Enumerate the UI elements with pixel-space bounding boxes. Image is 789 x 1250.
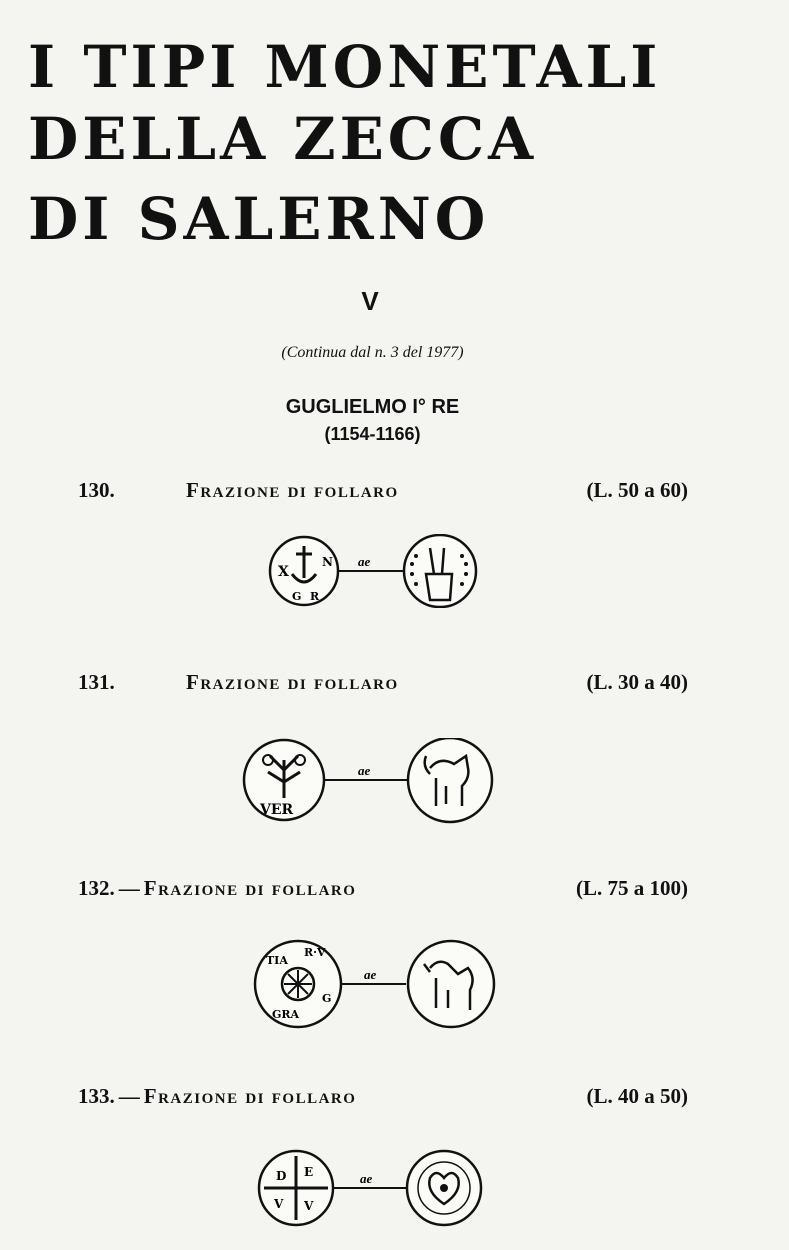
entry-price: (L. 75 a 100): [576, 876, 688, 900]
svg-text:X: X: [278, 564, 289, 580]
connector-label: ae: [358, 763, 371, 778]
coin-reverse: [404, 535, 476, 607]
coin-illustration-132: [252, 938, 498, 1030]
entry-number: 130.: [78, 478, 115, 502]
entry-name: Frazione di follaro: [143, 1084, 357, 1108]
ruler-dates: (1154-1166): [324, 424, 421, 444]
svg-text:GRA: GRA: [272, 1008, 300, 1021]
title-line-1: I TIPI MONETALI: [28, 33, 662, 101]
svg-text:E: E: [304, 1165, 314, 1179]
entry-separator: —: [118, 876, 140, 900]
svg-text:V: V: [304, 1199, 314, 1213]
title-line-2: DELLA ZECCA: [28, 105, 538, 173]
entry-133: [78, 1084, 688, 1109]
ruler-name: GUGLIELMO I° RE: [285, 396, 460, 418]
entry-132: [78, 876, 688, 901]
svg-text:R: R: [310, 590, 320, 603]
connector-label: ae: [358, 554, 371, 569]
entry-price: (L. 50 a 60): [586, 478, 688, 502]
entry-price: (L. 30 a 40): [586, 670, 688, 694]
entry-number: 133.: [78, 1084, 115, 1108]
entry-131: [78, 670, 688, 695]
continuation-note: (Continua dal n. 3 del 1977): [281, 344, 464, 361]
svg-text:V: V: [274, 1197, 284, 1211]
connector-label: ae: [360, 1171, 373, 1186]
connector-label: ae: [364, 967, 377, 982]
part-number: V: [361, 286, 379, 316]
svg-text:G: G: [292, 590, 302, 603]
entry-number: 132.: [78, 876, 115, 900]
coin-illustration-131: [240, 738, 498, 824]
svg-text:TIA: TIA: [266, 954, 288, 967]
entry-130: [78, 478, 688, 503]
entry-separator: —: [118, 1084, 140, 1108]
entry-name: Frazione di follaro: [186, 478, 399, 502]
svg-text:G: G: [322, 992, 332, 1005]
entry-number: 131.: [78, 670, 115, 694]
coin-reverse: [408, 941, 494, 1027]
svg-text:VER: VER: [260, 802, 294, 818]
svg-text:D: D: [276, 1169, 287, 1183]
entry-price: (L. 40 a 50): [586, 1084, 688, 1108]
coin-reverse: [408, 738, 492, 822]
coin-illustration-133: [256, 1148, 488, 1228]
svg-text:R·V: R·V: [304, 946, 326, 959]
svg-text:N: N: [322, 555, 333, 569]
entry-name: Frazione di follaro: [186, 670, 399, 694]
coin-illustration-130: [266, 534, 486, 608]
title-line-3: DI SALERNO: [28, 185, 490, 253]
entry-name: Frazione di follaro: [143, 876, 357, 900]
